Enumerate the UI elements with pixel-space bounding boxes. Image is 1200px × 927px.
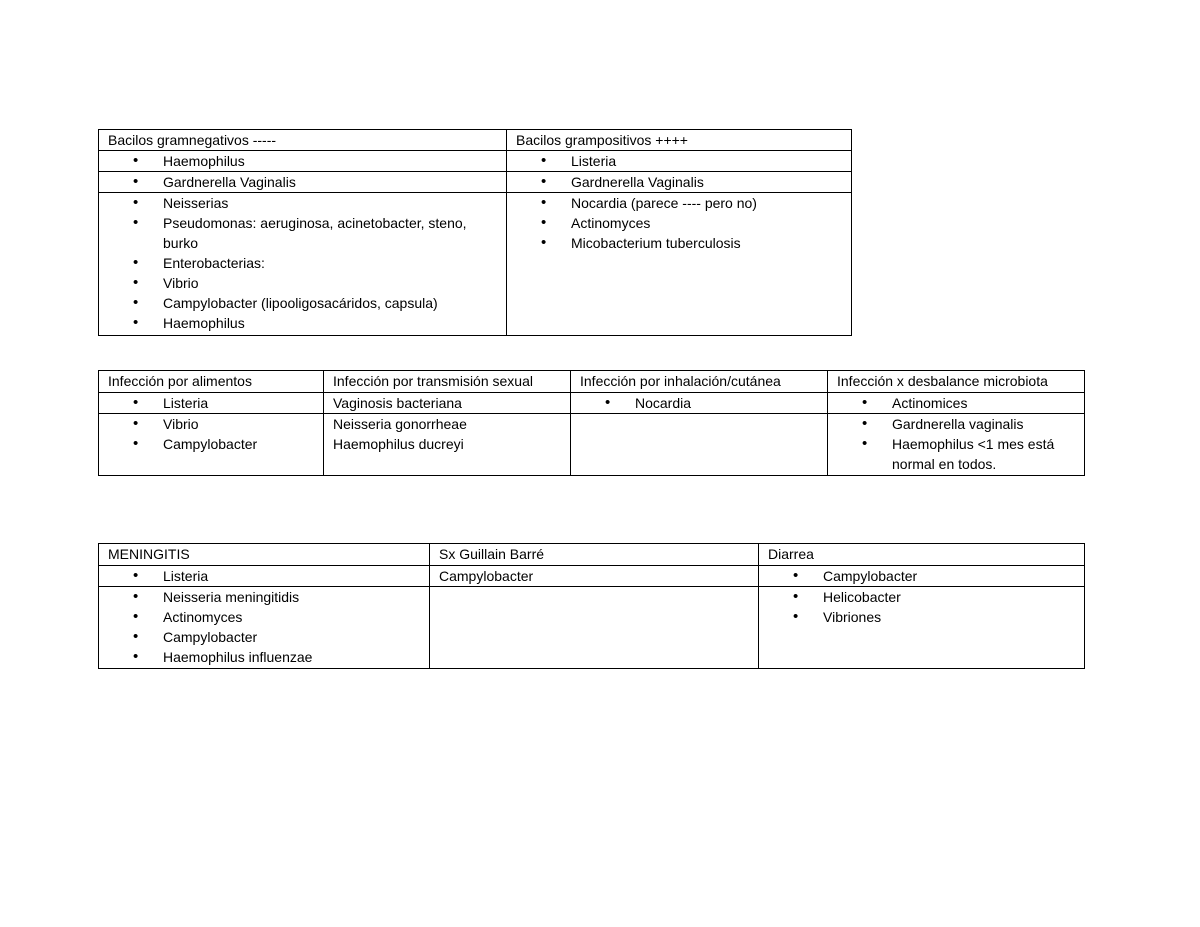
list-item: • Haemophilus influenzae (108, 647, 429, 667)
list-item: • Nocardia (580, 393, 827, 413)
table-cell (99, 393, 324, 414)
table-row (99, 587, 1085, 669)
table-cell (507, 151, 852, 172)
list-item: • Helicobacter (768, 587, 1084, 607)
list-item: • Micobacterium tuberculosis (516, 233, 851, 253)
list-item: • Enterobacterias: (108, 253, 506, 273)
list-item: • Actinomices (837, 393, 1084, 413)
list-item: • Campylobacter (lipooligosacáridos, capsula) (108, 293, 506, 313)
table-cell (99, 151, 507, 172)
table-header-row (99, 130, 852, 151)
table-header-row (99, 544, 1085, 566)
table-cell (759, 566, 1085, 587)
list-item: • Gardnerella vaginalis (837, 414, 1084, 434)
table-row (99, 193, 852, 336)
list-item: • Listeria (108, 566, 429, 586)
table-cell (430, 587, 759, 669)
cell-text: Haemophilus ducreyi (333, 436, 464, 452)
table-row (99, 151, 852, 172)
table-header-row (99, 371, 1085, 393)
table-cell (99, 587, 430, 669)
cell-text: Campylobacter (439, 568, 534, 584)
list-item: • Campylobacter (108, 434, 323, 454)
table-cell (99, 414, 324, 476)
table-cell (507, 193, 852, 336)
cell-text: Neisseria gonorrheae (333, 416, 467, 432)
list-item: • Listeria (516, 151, 851, 171)
table-cell (99, 193, 507, 336)
header-cell: Bacilos grampositivos ++++ (507, 130, 852, 151)
table-cell (324, 393, 571, 414)
table-row (99, 414, 1085, 476)
header-cell: Infección x desbalance microbiota (828, 371, 1085, 393)
list-item: • Vibrio (108, 273, 506, 293)
list-item: • Pseudomonas: aeruginosa, acinetobacter, steno, burko (108, 213, 506, 253)
table-cell (571, 393, 828, 414)
list-item: • Gardnerella Vaginalis (108, 172, 506, 192)
table-cell (430, 566, 759, 587)
header-cell: Infección por transmisión sexual (324, 371, 571, 393)
header-cell: Infección por alimentos (99, 371, 324, 393)
table-row (99, 172, 852, 193)
table-cell (828, 393, 1085, 414)
header-cell: Bacilos gramnegativos ----- (99, 130, 507, 151)
list-item: • Haemophilus <1 mes está normal en todos. (837, 434, 1084, 474)
table-cell (828, 414, 1085, 476)
list-item: • Actinomyces (108, 607, 429, 627)
list-item: • Gardnerella Vaginalis (516, 172, 851, 192)
infeccion-table (98, 370, 1085, 476)
list-item: • Haemophilus (108, 151, 506, 171)
list-item: • Neisseria meningitidis (108, 587, 429, 607)
list-item: • Vibrio (108, 414, 323, 434)
list-item: • Listeria (108, 393, 323, 413)
table-row (99, 566, 1085, 587)
bacilos-table (98, 129, 852, 336)
sindromes-table (98, 543, 1085, 669)
list-item: • Vibriones (768, 607, 1084, 627)
list-item: • Campylobacter (768, 566, 1084, 586)
table-cell (324, 414, 571, 476)
list-item: • Nocardia (parece ---- pero no) (516, 193, 851, 213)
list-item: • Actinomyces (516, 213, 851, 233)
list-item: • Haemophilus (108, 313, 506, 333)
header-cell: Diarrea (759, 544, 1085, 566)
cell-text: Vaginosis bacteriana (333, 395, 462, 411)
table-cell (99, 566, 430, 587)
header-cell: Infección por inhalación/cutánea (571, 371, 828, 393)
list-item: • Campylobacter (108, 627, 429, 647)
table-row (99, 393, 1085, 414)
header-cell: MENINGITIS (99, 544, 430, 566)
table-cell (507, 172, 852, 193)
table-cell (759, 587, 1085, 669)
table-cell (99, 172, 507, 193)
list-item: • Neisserias (108, 193, 506, 213)
header-cell: Sx Guillain Barré (430, 544, 759, 566)
table-cell (571, 414, 828, 476)
